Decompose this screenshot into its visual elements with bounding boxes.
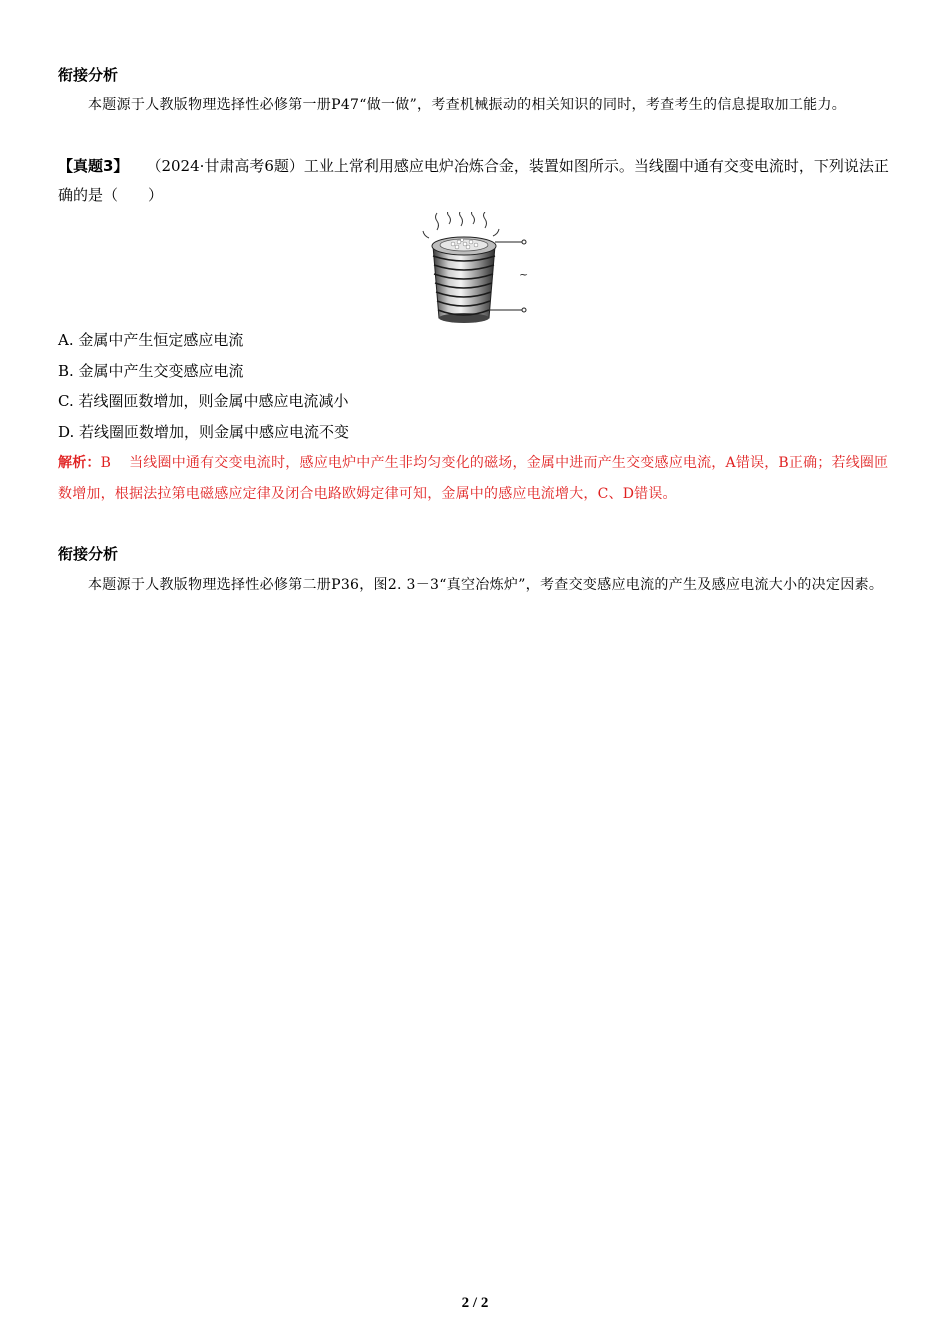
option-d: D. 若线圈匝数增加，则金属中感应电流不变: [58, 423, 350, 441]
section-heading: 衔接分析: [58, 545, 119, 563]
option-c: C. 若线圈匝数增加，则金属中感应电流减小: [58, 392, 349, 410]
question-label: 【真题3】: [58, 157, 129, 175]
analysis-paragraph: 本题源于人教版物理选择性必修第一册P47“做一做”，考查机械振动的相关知识的同时，考查考生的信息提取加工能力。: [88, 97, 847, 113]
question-stem: [58, 152, 890, 210]
answer-choice: B: [100, 455, 112, 471]
answer-text: 当线圈中通有交变电流时，感应电炉中产生非均匀变化的磁场，金属中进而产生交变感应电流，A错误，B正确；若线圈匝数增加，根据法拉第电磁感应定律及闭合电路欧姆定律可知，金属中的感应电流增大，C、D错误。: [58, 455, 889, 502]
page-number: 2 / 2: [461, 1295, 489, 1311]
induction-furnace-figure: [415, 212, 535, 326]
answer-label: 解析：: [58, 455, 101, 471]
option-a: A. 金属中产生恒定感应电流: [58, 331, 244, 349]
ac-source-symbol: ~: [519, 268, 529, 281]
analysis-paragraph: 本题源于人教版物理选择性必修第二册P36，图2. 3－3“真空冶炼炉”，考查交变感应电流的产生及感应电流大小的决定因素。: [88, 577, 884, 593]
option-b: B. 金属中产生交变感应电流: [58, 362, 244, 380]
section-heading: 衔接分析: [58, 66, 119, 84]
answer-explanation: [58, 448, 890, 510]
question-text: （2024·甘肃高考6题）工业上常利用感应电炉冶炼合金，装置如图所示。当线圈中通有交变电流时，下列说法正确的是（ ）: [58, 157, 889, 204]
induction-furnace-diagram: [415, 212, 535, 326]
